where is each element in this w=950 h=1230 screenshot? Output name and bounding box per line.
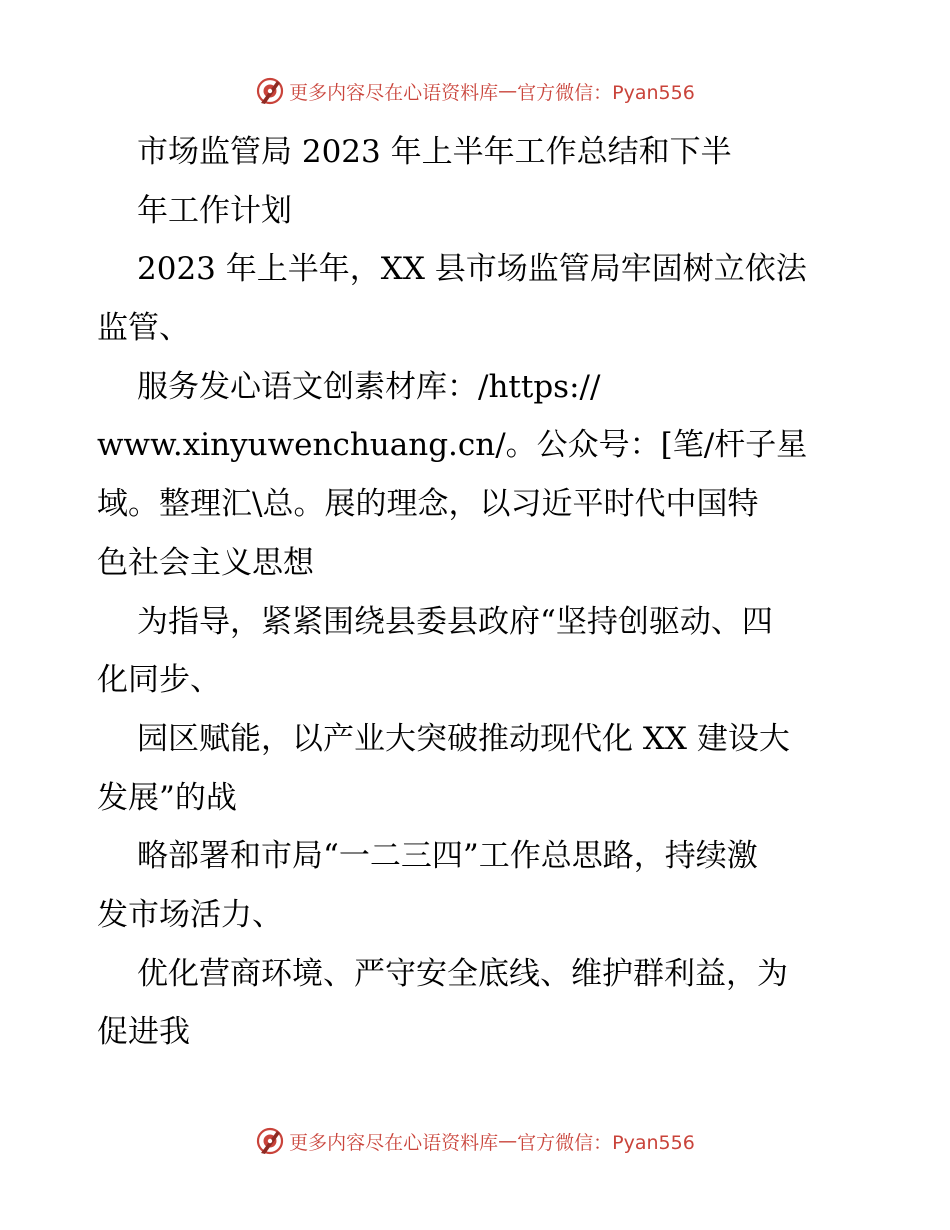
text-line: 发展”的战 bbox=[97, 779, 237, 816]
watermark-contact: 官方微信：Pyan556 bbox=[517, 81, 695, 104]
text-line: 促进我 bbox=[97, 1014, 190, 1051]
text-line: 化同步、 bbox=[97, 662, 221, 699]
text-line: 色社会主义思想 bbox=[97, 544, 314, 581]
text-line: 2023 年上半年，XX 县市场监管局牢固树立依法 bbox=[137, 251, 807, 288]
text-line: www.xinyuwenchuang.cn/。公众号：[笔/杆子星 bbox=[97, 427, 808, 464]
text-line: 略部署和市局“一二三四”工作总思路，持续激 bbox=[137, 838, 758, 875]
quill-logo-icon bbox=[255, 76, 285, 106]
watermark-site-text: 更多内容尽在心语资料库 bbox=[289, 1131, 499, 1154]
text-line: 监管、 bbox=[97, 310, 190, 347]
text-line: 园区赋能，以产业大突破推动现代化 XX 建设大 bbox=[137, 720, 790, 757]
text-line: 优化营商环境、严守安全底线、维护群利益，为 bbox=[137, 955, 788, 992]
text-line: 为指导，紧紧围绕县委县政府“坚持创驱动、四 bbox=[137, 603, 773, 640]
watermark-dash: — bbox=[498, 1130, 518, 1152]
text-line: 服务发心语文创素材库：/https:// bbox=[137, 368, 601, 405]
watermark-dash: — bbox=[498, 80, 518, 102]
watermark-contact: 官方微信：Pyan556 bbox=[517, 1131, 695, 1154]
text-line: 年工作计划 bbox=[137, 192, 292, 229]
text-line: 市场监管局 2023 年上半年工作总结和下半 bbox=[137, 134, 732, 170]
document-body bbox=[97, 123, 857, 1062]
watermark-site-text: 更多内容尽在心语资料库 bbox=[289, 81, 499, 104]
quill-logo-icon bbox=[255, 1126, 285, 1156]
text-line: 发市场活力、 bbox=[97, 896, 283, 933]
footer-watermark bbox=[0, 1121, 950, 1161]
header-watermark bbox=[0, 71, 950, 111]
text-line: 域。整理汇\总。展的理念，以习近平时代中国特 bbox=[97, 486, 759, 523]
